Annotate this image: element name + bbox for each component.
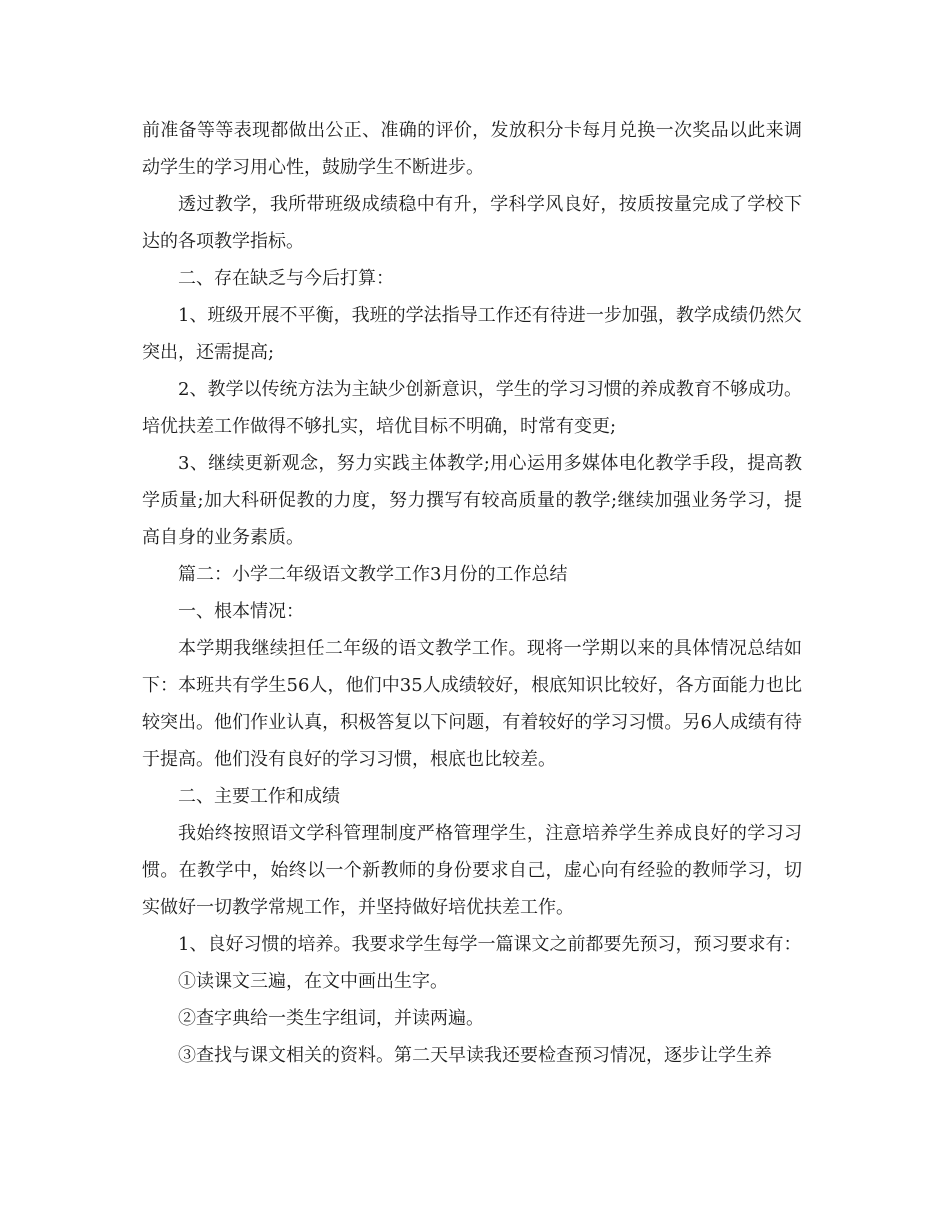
section-heading: 二、存在缺乏与今后打算： xyxy=(178,268,394,289)
section-heading: 一、根本情况： xyxy=(178,601,304,622)
paragraph: 透过教学，我所带班级成绩稳中有升，学科学风良好，按质按量完成了学校下达的各项教学指标。 xyxy=(142,194,802,252)
section-heading: 二、主要工作和成绩 xyxy=(178,786,340,807)
document-body xyxy=(142,112,802,1074)
list-item: ②查字典给一类生字组词，并读两遍。 xyxy=(178,1008,484,1029)
list-item: ③查找与课文相关的资料。第二天早读我还要检查预习情况，逐步让学生养 xyxy=(178,1045,772,1066)
article-title: 篇二：小学二年级语文教学工作3月份的工作总结 xyxy=(178,564,568,585)
paragraph: 我始终按照语文学科管理制度严格管理学生，注意培养学生养成良好的学习习惯。在教学中，始终以一个新教师的身份要求自己，虚心向有经验的教师学习，切实做好一切教学常规工作，并坚持做好培优扶差工作。 xyxy=(142,823,802,918)
paragraph: 前准备等等表现都做出公正、准确的评价，发放积分卡每月兑换一次奖品以此来调动学生的学习用心性，鼓励学生不断进步。 xyxy=(142,120,802,178)
list-item: 1、良好习惯的培养。我要求学生每学一篇课文之前都要先预习，预习要求有： xyxy=(178,934,802,955)
list-item: 3、继续更新观念，努力实践主体教学;用心运用多媒体电化教学手段，提高教学质量;加大科研促教的力度，努力撰写有较高质量的教学;继续加强业务学习，提高自身的业务素质。 xyxy=(142,453,802,548)
paragraph: 本学期我继续担任二年级的语文教学工作。现将一学期以来的具体情况总结如下：本班共有学生56人，他们中35人成绩较好，根底知识比较好，各方面能力也比较突出。他们作业认真，积极答复以下问题，有着较好的学习习惯。另6人成绩有待于提高。他们没有良好的学习习惯，根底也比较差。 xyxy=(142,638,802,770)
list-item: ①读课文三遍，在文中画出生字。 xyxy=(178,971,448,992)
list-item: 1、班级开展不平衡，我班的学法指导工作还有待进一步加强，教学成绩仍然欠突出，还需提高; xyxy=(142,305,802,363)
list-item: 2、教学以传统方法为主缺少创新意识，学生的学习习惯的养成教育不够成功。培优扶差工作做得不够扎实，培优目标不明确，时常有变更; xyxy=(142,379,802,437)
